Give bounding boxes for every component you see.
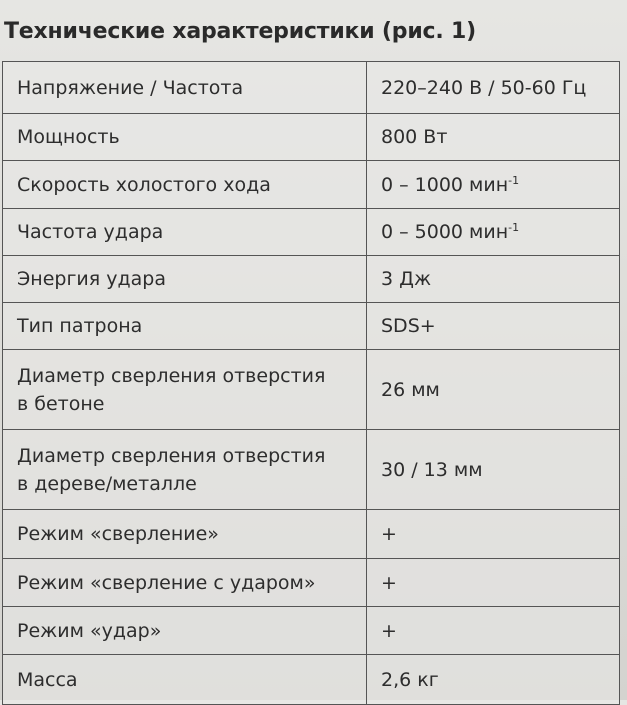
table-row: [3, 559, 620, 607]
row-label: Режим «удар»: [3, 607, 367, 655]
value-text: 0 – 5000 мин: [381, 221, 509, 243]
row-label: Энергия удара: [3, 256, 367, 303]
table-row: [3, 303, 620, 350]
row-label: Масса: [3, 655, 367, 705]
label-line: в дереве/металле: [17, 472, 197, 495]
row-value: 2,6 кг: [367, 655, 620, 705]
row-value: +: [367, 607, 620, 655]
specs-table: [2, 61, 620, 705]
table-row: [3, 655, 620, 705]
value-text: 0 – 1000 мин: [381, 173, 509, 196]
row-label: Скорость холостого хода: [3, 161, 367, 209]
row-label: Мощность: [3, 114, 367, 161]
row-label: Частота удара: [3, 209, 367, 256]
label-line: в бетоне: [17, 392, 105, 415]
table-row: [3, 62, 620, 114]
table-row: [3, 430, 620, 510]
superscript: -1: [508, 173, 520, 187]
row-value: +: [367, 510, 620, 559]
row-label: Режим «сверление»: [3, 510, 367, 559]
row-value: SDS+: [367, 303, 620, 350]
row-label: Напряжение / Частота: [3, 62, 367, 114]
table-row: [3, 607, 620, 655]
table-row: [3, 209, 620, 256]
table-row: [3, 256, 620, 303]
table-row: [3, 510, 620, 559]
row-value: 3 Дж: [367, 256, 620, 303]
table-row: [3, 350, 620, 430]
row-value: 220–240 В / 50-60 Гц: [367, 62, 620, 114]
row-label: Режим «сверление с ударом»: [3, 559, 367, 607]
table-row: [3, 161, 620, 209]
row-value: [367, 209, 620, 256]
row-value: 800 Вт: [367, 114, 620, 161]
row-value: 26 мм: [367, 350, 620, 430]
page-title: Технические характеристики (рис. 1): [4, 19, 476, 44]
row-label: Тип патрона: [3, 303, 367, 350]
label-line: Диаметр сверления отверстия: [17, 444, 326, 467]
row-label: [3, 430, 367, 510]
row-value: 30 / 13 мм: [367, 430, 620, 510]
superscript: -1: [508, 221, 520, 234]
row-value: +: [367, 559, 620, 607]
table-row: [3, 114, 620, 161]
row-label: [3, 350, 367, 430]
label-line: Диаметр сверления отверстия: [17, 364, 326, 387]
row-value: [367, 161, 620, 209]
